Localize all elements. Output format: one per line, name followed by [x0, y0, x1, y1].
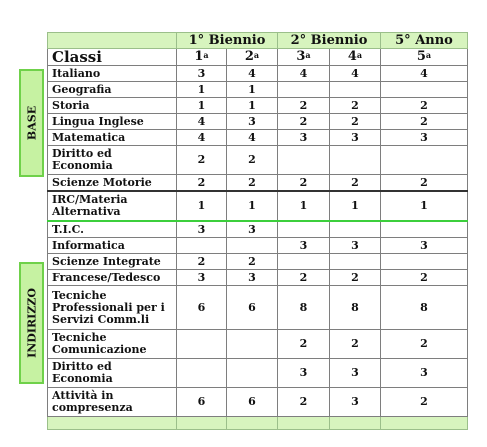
table-row	[48, 286, 468, 330]
hours-cell: 2	[381, 388, 468, 417]
hours-cell: 2	[381, 175, 468, 192]
hours-cell: 3	[177, 270, 227, 286]
hours-cell: 6	[227, 388, 278, 417]
subject-name: Lingua Inglese	[48, 114, 177, 130]
hours-cell	[177, 359, 227, 388]
hours-cell: 3	[278, 130, 330, 146]
group-header-row	[48, 33, 468, 49]
hours-cell: 2	[177, 175, 227, 192]
hours-cell	[227, 238, 278, 254]
hours-cell	[278, 82, 330, 98]
hours-cell: 4	[227, 130, 278, 146]
hours-cell: 1	[177, 191, 227, 221]
hours-cell: 4	[227, 66, 278, 82]
hours-cell: 2	[330, 114, 381, 130]
group-header-biennio-2: 2° Biennio	[278, 33, 381, 49]
hours-cell: 2	[227, 175, 278, 192]
hours-cell	[330, 221, 381, 238]
hours-cell: 3	[381, 130, 468, 146]
hours-cell: 3	[177, 66, 227, 82]
table-row	[48, 254, 468, 270]
hours-cell	[227, 330, 278, 359]
hours-cell: 3	[381, 359, 468, 388]
hours-cell	[381, 146, 468, 175]
group-header-biennio-1: 1° Biennio	[177, 33, 278, 49]
hours-cell: 1	[381, 191, 468, 221]
hours-cell	[278, 146, 330, 175]
table-row	[48, 146, 468, 175]
table-row	[48, 66, 468, 82]
year-header-1: 1$^a$	[177, 49, 227, 66]
hours-cell	[278, 254, 330, 270]
hours-cell: 2	[330, 175, 381, 192]
subject-name: Francese/Tedesco	[48, 270, 177, 286]
hours-cell: 3	[278, 359, 330, 388]
hours-cell: 2	[177, 146, 227, 175]
hours-cell	[330, 254, 381, 270]
table-row	[48, 359, 468, 388]
hours-cell	[381, 254, 468, 270]
footer-cell	[278, 417, 330, 430]
hours-cell: 3	[381, 238, 468, 254]
hours-cell: 2	[278, 270, 330, 286]
hours-cell: 3	[278, 238, 330, 254]
subject-name: Geografia	[48, 82, 177, 98]
footer-band	[48, 417, 468, 430]
subject-name: Informatica	[48, 238, 177, 254]
table-row	[48, 175, 468, 192]
subject-name: Tecniche Comunicazione	[48, 330, 177, 359]
hours-cell: 8	[381, 286, 468, 330]
hours-cell: 3	[227, 270, 278, 286]
section-indirizzo-label	[19, 262, 44, 384]
subject-name: Italiano	[48, 66, 177, 82]
hours-cell: 4	[330, 66, 381, 82]
hours-cell: 3	[177, 221, 227, 238]
table-row	[48, 98, 468, 114]
hours-cell	[278, 221, 330, 238]
hours-cell: 2	[278, 114, 330, 130]
table-row	[48, 82, 468, 98]
hours-cell: 1	[330, 191, 381, 221]
hours-cell: 4	[381, 66, 468, 82]
hours-cell: 2	[381, 330, 468, 359]
table-row	[48, 221, 468, 238]
hours-cell: 3	[330, 238, 381, 254]
hours-cell: 1	[227, 82, 278, 98]
classi-label: Classi	[48, 49, 177, 66]
hours-cell	[227, 359, 278, 388]
hours-cell	[330, 82, 381, 98]
subject-name: Tecniche Professionali per i Servizi Comm.li	[48, 286, 177, 330]
group-header-anno-5: 5° Anno	[381, 33, 468, 49]
hours-cell	[381, 221, 468, 238]
table-row	[48, 114, 468, 130]
section-base-label	[19, 69, 44, 177]
year-header-5: 5$^a$	[381, 49, 468, 66]
footer-cell	[330, 417, 381, 430]
subject-name: IRC/Materia Alternativa	[48, 191, 177, 221]
hours-cell: 2	[330, 330, 381, 359]
hours-cell: 2	[278, 175, 330, 192]
hours-cell: 8	[330, 286, 381, 330]
hours-cell: 6	[227, 286, 278, 330]
hours-cell: 2	[330, 270, 381, 286]
section-base-text: BASE	[25, 105, 38, 141]
subject-name: Diritto ed Economia	[48, 359, 177, 388]
table-row	[48, 130, 468, 146]
hours-cell: 8	[278, 286, 330, 330]
subject-name: T.I.C.	[48, 221, 177, 238]
hours-cell	[330, 146, 381, 175]
hours-cell: 1	[278, 191, 330, 221]
hours-cell: 4	[177, 114, 227, 130]
hours-cell: 2	[381, 270, 468, 286]
hours-cell: 3	[227, 221, 278, 238]
year-header-3: 3$^a$	[278, 49, 330, 66]
subject-name: Scienze Motorie	[48, 175, 177, 192]
hours-cell: 2	[381, 114, 468, 130]
subject-name: Storia	[48, 98, 177, 114]
subject-name: Matematica	[48, 130, 177, 146]
year-header-2: 2$^a$	[227, 49, 278, 66]
hours-cell	[177, 238, 227, 254]
group-header-blank	[48, 33, 177, 49]
table-row	[48, 191, 468, 221]
hours-cell: 2	[227, 146, 278, 175]
hours-cell: 3	[227, 114, 278, 130]
hours-cell	[381, 82, 468, 98]
table-row	[48, 330, 468, 359]
hours-cell: 6	[177, 286, 227, 330]
hours-cell: 2	[278, 330, 330, 359]
hours-cell: 4	[278, 66, 330, 82]
hours-cell: 3	[330, 359, 381, 388]
table-row	[48, 388, 468, 417]
hours-cell: 2	[227, 254, 278, 270]
subject-name: Scienze Integrate	[48, 254, 177, 270]
subject-name: Diritto ed Economia	[48, 146, 177, 175]
hours-cell: 1	[177, 98, 227, 114]
footer-cell	[227, 417, 278, 430]
hours-cell: 6	[177, 388, 227, 417]
hours-table	[47, 32, 468, 430]
footer-cell	[177, 417, 227, 430]
hours-cell: 2	[278, 98, 330, 114]
table-row	[48, 270, 468, 286]
hours-cell: 4	[177, 130, 227, 146]
hours-cell: 1	[177, 82, 227, 98]
footer-cell	[381, 417, 468, 430]
hours-cell: 3	[330, 130, 381, 146]
hours-cell: 2	[330, 98, 381, 114]
hours-cell	[177, 330, 227, 359]
table-row	[48, 238, 468, 254]
hours-cell: 2	[278, 388, 330, 417]
section-indirizzo-text: INDIRIZZO	[25, 288, 38, 358]
subject-name: Attività in compresenza	[48, 388, 177, 417]
year-header-4: 4$^a$	[330, 49, 381, 66]
hours-cell: 1	[227, 98, 278, 114]
hours-cell: 2	[381, 98, 468, 114]
hours-cell: 3	[330, 388, 381, 417]
footer-cell	[48, 417, 177, 430]
hours-cell: 1	[227, 191, 278, 221]
hours-cell: 2	[177, 254, 227, 270]
classi-row	[48, 49, 468, 66]
